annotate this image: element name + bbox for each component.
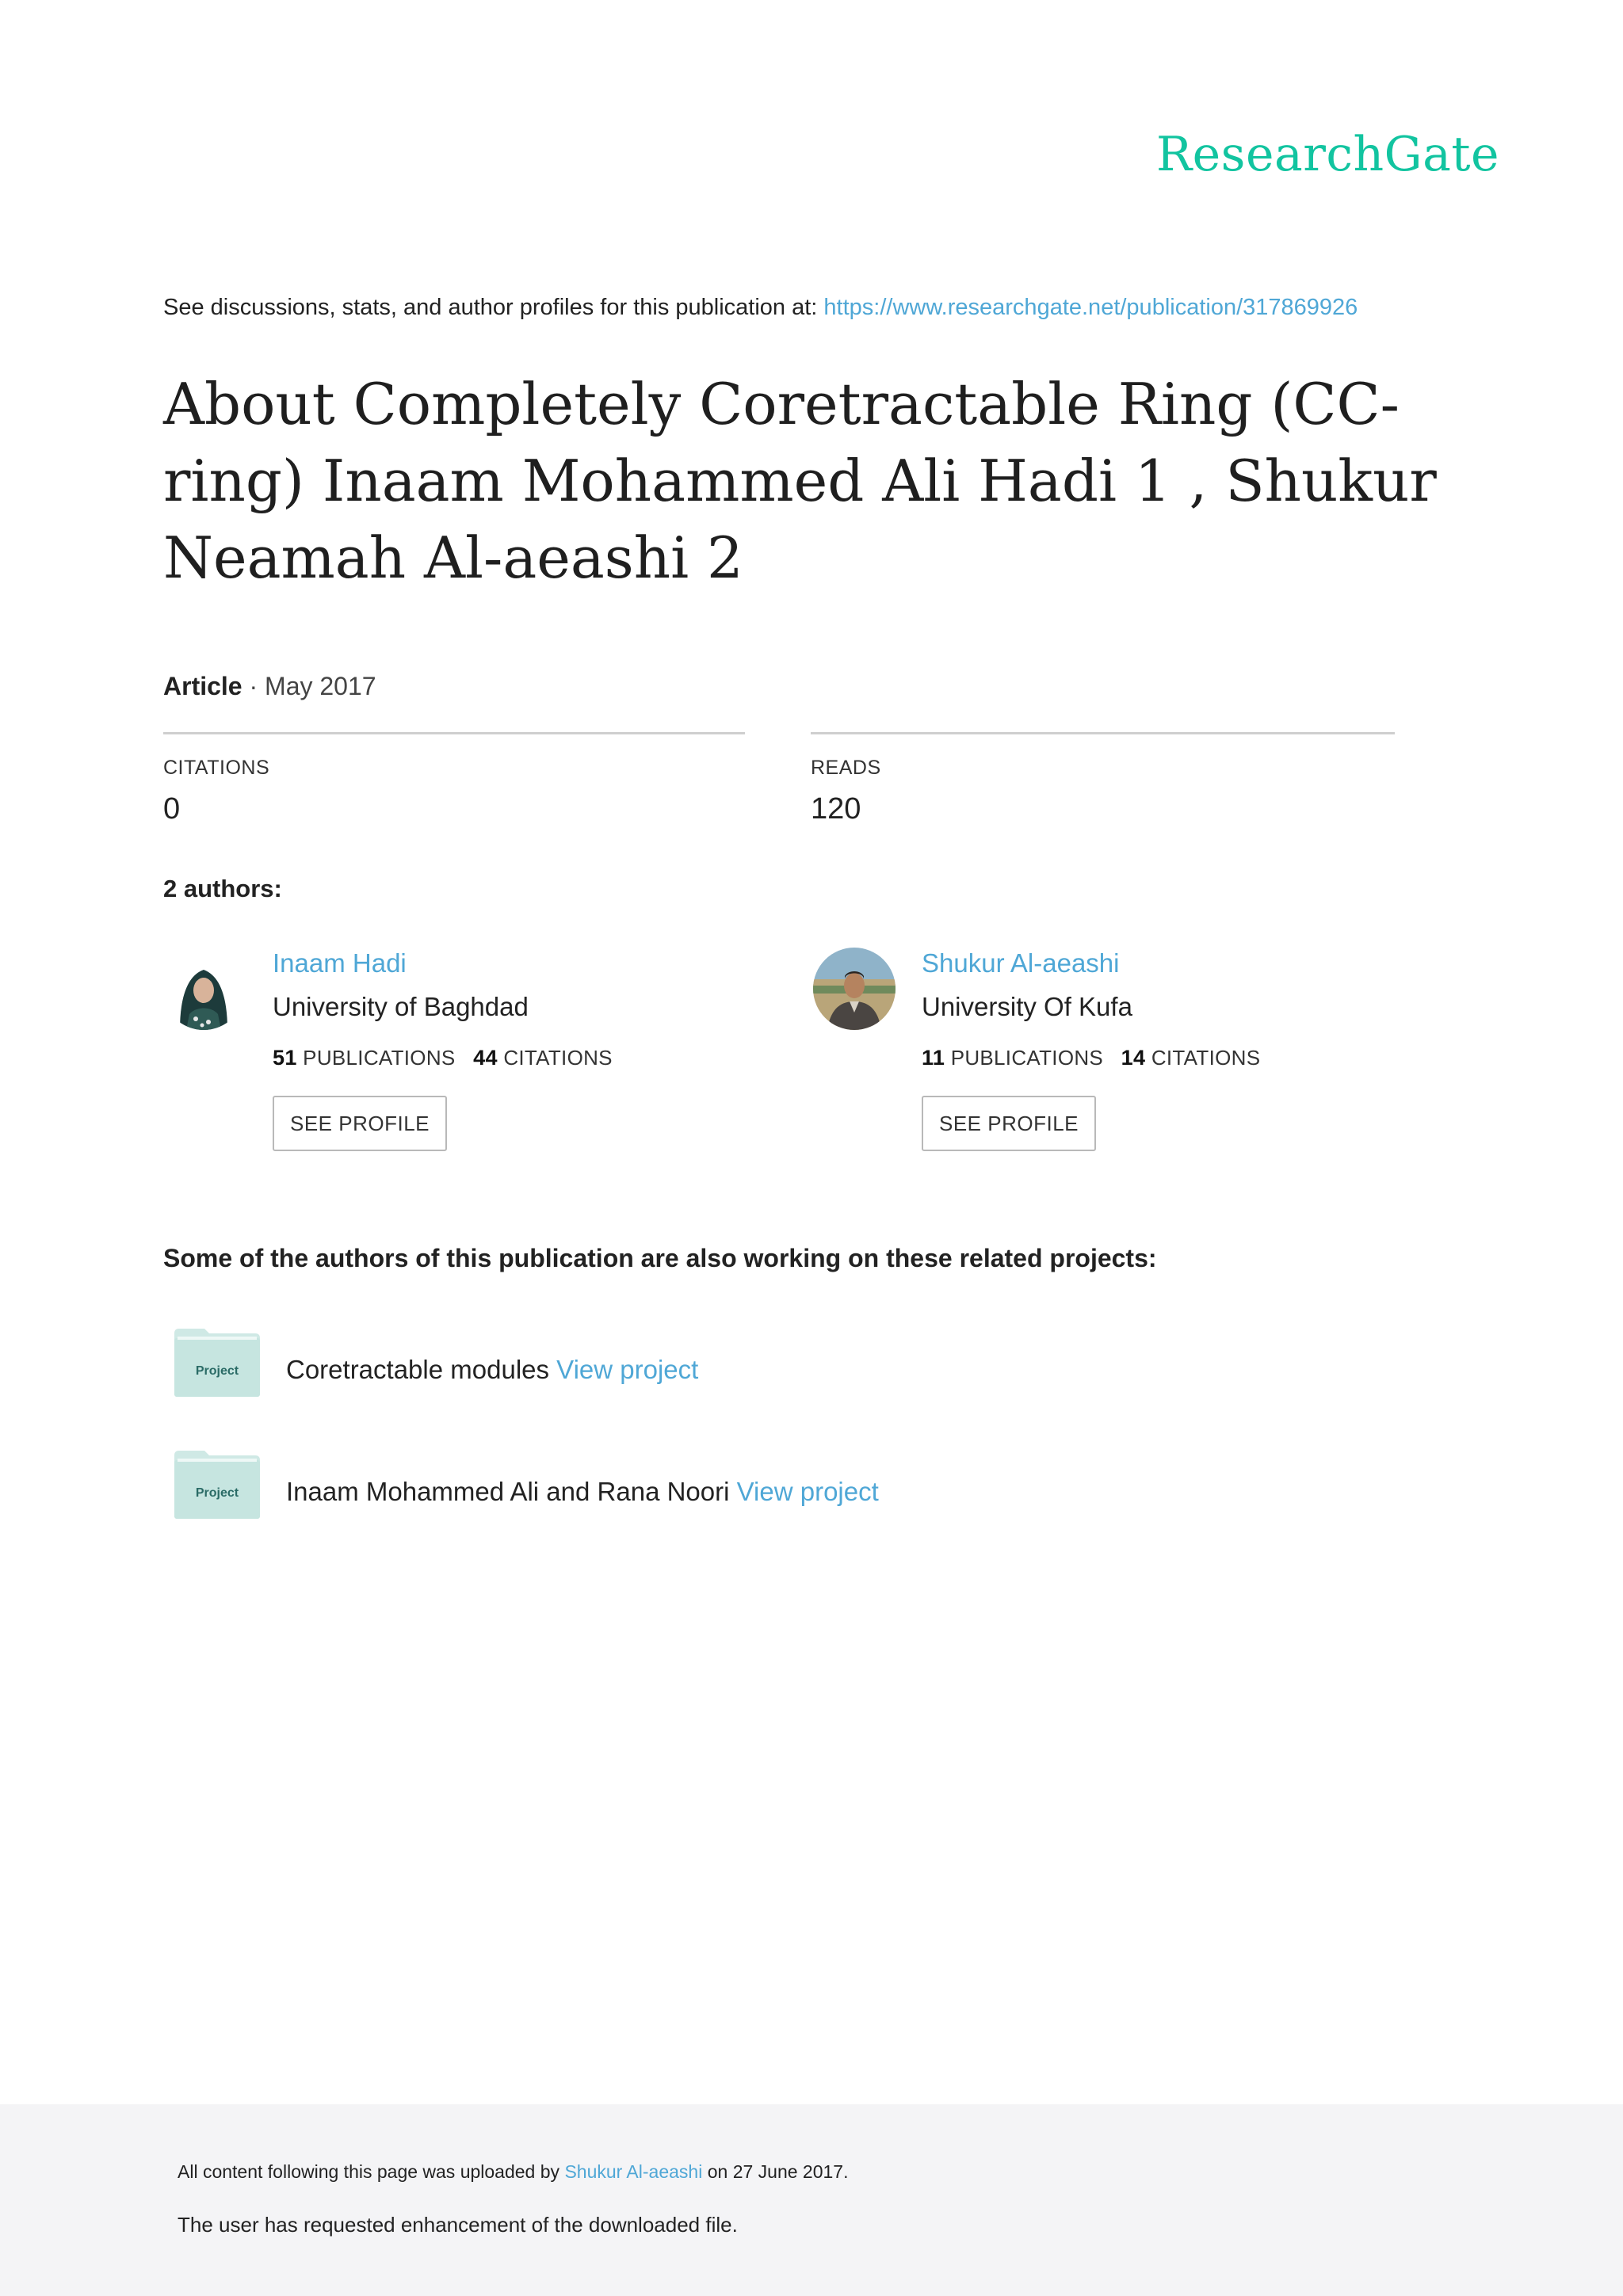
author-citations-label: CITATIONS	[1151, 1046, 1261, 1070]
publications-count: 11	[922, 1046, 945, 1070]
reads-value: 120	[811, 792, 861, 826]
intro-text: See discussions, stats, and author profiles for this publication at:	[163, 295, 824, 320]
see-profile-button[interactable]: SEE PROFILE	[273, 1096, 447, 1151]
publication-title: About Completely Coretractable Ring (CC-ring) Inaam Mohammed Ali Hadi 1 , Shukur Neamah Al-aeashi 2	[163, 371, 1437, 591]
project-title: Inaam Mohammed Ali and Rana Noori	[286, 1477, 730, 1506]
publication-url-link[interactable]: https://www.researchgate.net/publication/317869926	[823, 295, 1358, 320]
article-date: May 2017	[265, 672, 376, 700]
article-type: Article	[163, 672, 242, 700]
author-avatar-shukur-al-aeashi[interactable]	[813, 948, 896, 1030]
author-citations-count: 14	[1121, 1046, 1146, 1070]
see-profile-button[interactable]: SEE PROFILE	[922, 1096, 1096, 1151]
reads-divider	[811, 732, 1395, 734]
view-project-link[interactable]: View project	[736, 1477, 879, 1506]
related-projects-heading: Some of the authors of this publication are also working on these related projects:	[163, 1244, 1157, 1272]
enhancement-note: The user has requested enhancement of the downloaded file.	[178, 2213, 738, 2237]
meta-separator: ·	[242, 672, 265, 700]
footer-panel	[0, 2104, 1623, 2296]
project-title: Coretractable modules	[286, 1355, 549, 1384]
project-folder-icon	[173, 1449, 262, 1520]
upload-info	[178, 2161, 849, 2183]
citations-label: CITATIONS	[163, 757, 270, 779]
author-citations-label: CITATIONS	[503, 1046, 613, 1070]
author-name-link[interactable]: Shukur Al-aeashi	[922, 948, 1120, 978]
author-stats	[922, 1046, 1260, 1070]
publications-label: PUBLICATIONS	[950, 1046, 1104, 1070]
project-icon-label: Project	[195, 1364, 239, 1378]
citations-value: 0	[163, 792, 181, 826]
article-meta	[163, 672, 376, 701]
upload-prefix: All content following this page was uploaded by	[178, 2161, 565, 2182]
author-name-link[interactable]: Inaam Hadi	[273, 948, 407, 978]
author-stats	[273, 1046, 613, 1070]
project-item	[286, 1355, 698, 1385]
uploader-link[interactable]: Shukur Al-aeashi	[564, 2161, 703, 2182]
project-icon-label: Project	[195, 1486, 239, 1500]
upload-suffix: on 27 June 2017.	[702, 2161, 849, 2182]
author-citations-count: 44	[473, 1046, 498, 1070]
publication-link-line	[163, 295, 1358, 321]
reads-label: READS	[811, 757, 881, 779]
publications-count: 51	[273, 1046, 297, 1070]
author-avatar-inaam-hadi[interactable]	[162, 948, 245, 1030]
project-folder-icon	[173, 1327, 262, 1398]
author-institution: University Of Kufa	[922, 992, 1132, 1021]
authors-heading: 2 authors:	[163, 875, 282, 902]
publications-label: PUBLICATIONS	[303, 1046, 456, 1070]
view-project-link[interactable]: View project	[556, 1355, 699, 1384]
project-item	[286, 1477, 879, 1507]
citations-divider	[163, 732, 745, 734]
researchgate-logo[interactable]: ResearchGate	[1155, 127, 1499, 182]
author-institution: University of Baghdad	[273, 992, 529, 1021]
